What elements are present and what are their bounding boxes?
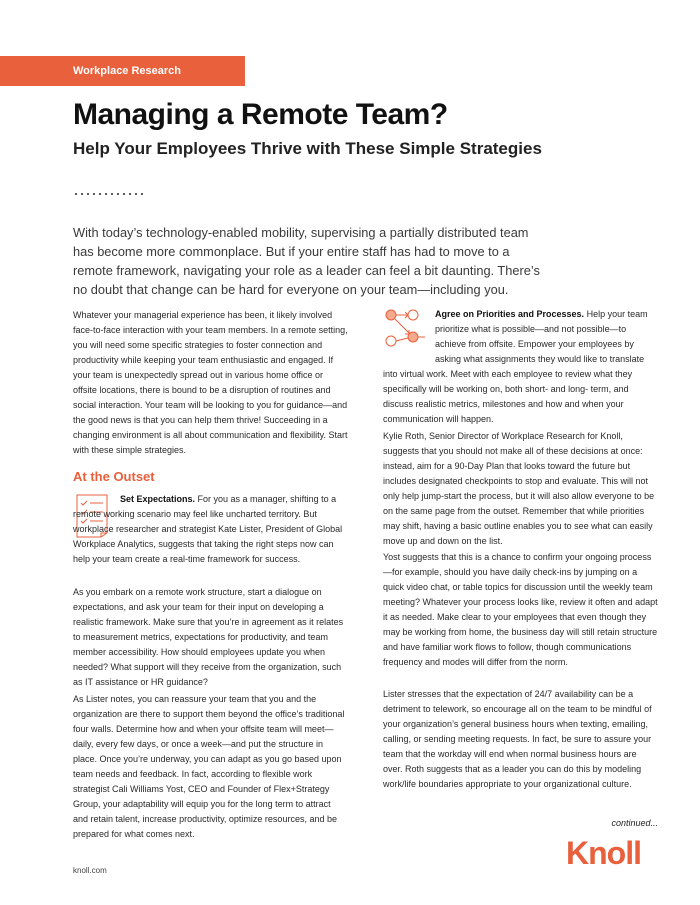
knoll-logo: Knoll <box>566 835 641 871</box>
intro-paragraph: With today’s technology-enabled mobility, supervising a partially distributed team has become more commonplace. But if your entire staff has had to move to a remote framework, navigating your role as a leader can feel a bit daunting. There’s no doubt that change can be hard for everyone on your team—including you. <box>73 225 540 297</box>
left-paragraph-1: Whatever your managerial experience has been, it likely involved face-to-face interaction with your team members. In a remote setting, you will need some specific strategies to foster connection and productivity while keeping your team enthusiastic and engaged. If your team is unexpectedly spread out in various home office or offsite locations, there is bound to be a disruption of routines and social interaction. Your team will be looking to you for guidance—and the good news is that you can help them thrive! Succeeding in a changing environment is all about communication and flexibility. Start with these simple strategies. <box>73 310 348 455</box>
left-paragraph-4: As Lister notes, you can reassure your team that you and the organization are there to support them beyond the office’s traditional four walls. Determine how and when your offsite team will meet—daily, every few days, or once a week—and put the structure in place. Once you’re underway, you can adapt as you go based upon team needs and feedback. In fact, according to flexible work strategist Cali Williams Yost, CEO and Founder of Flex+Strategy Group, your adaptability will equip you for the long term to attract and retain talent, increase productivity, optimize resources, and be prepared for what comes next. <box>73 694 345 839</box>
right-paragraph-4: Lister stresses that the expectation of 24/7 availability can be a detriment to telework, so encourage all on the team to be mindful of your organization’s general business hours when texting, emailing, calling, or sending meeting requests. In fact, be sure to assure your team that the workday will end when normal business hours are over. Roth suggests that as a leader you can do this by modeling work/life boundaries appropriate to your organizational culture. <box>383 689 652 789</box>
priorities-lead: Agree on Priorities and Processes. <box>435 309 585 319</box>
set-expectations-body: For you as a manager, shifting to a remote working scenario may feel like uncharted territory. But workplace researcher and strategist Kate Lister, President of Global Workplace Analytics, suggests that taking the right steps now can help your team create a real-time framework for success. <box>73 494 343 564</box>
footer-url: knoll.com <box>73 866 107 875</box>
category-label: Workplace Research <box>73 65 182 77</box>
priorities-body: Help your team prioritize what is possible—and not possible—to achieve from offsite. Empower your employees by asking what assignments they would like to translate into virtual work. Meet with each employee to review what they specifically will be working on, both short- and long- term, and discuss realistic metrics, milestones and how and when your communication will happen. <box>383 309 648 424</box>
left-paragraph-2 <box>73 492 348 567</box>
continued-label: continued... <box>611 818 658 828</box>
right-paragraph-1 <box>383 307 658 427</box>
category-banner <box>0 56 245 86</box>
set-expectations-lead: Set Expectations. <box>120 494 196 504</box>
right-paragraph-2: Kylie Roth, Senior Director of Workplace Research for Knoll, suggests that you should not make all of these decisions at once: instead, aim for a 90-Day Plan that looks toward the future but includes designated checkpoints to stop and evaluate. This will not only help jump-start the process, but it will also allow everyone to be on the same page from the outset. Remember that while priorities may shift, having a basic outline enables you to see what can easily move up and down on the list. <box>383 431 655 546</box>
dotted-divider <box>73 193 143 195</box>
page-title: Managing a Remote Team? <box>73 98 448 131</box>
left-paragraph-3: As you embark on a remote work structure, start a dialogue on expectations, and ask your team for their input on developing a realistic framework. Make sure that you’re in agreement as it relates to measurement metrics, expectations for productivity, and team member accessibility. How should employees update you when needed? What support will they receive from the organization, such as IT assistance or HR guidance? <box>73 587 344 687</box>
page-subtitle: Help Your Employees Thrive with These Simple Strategies <box>73 139 542 158</box>
right-paragraph-3: Yost suggests that this is a chance to confirm your ongoing process—for example, should you have daily check-ins by jumping on a quick video chat, or table topics for discussion until the weekly team meeting? Whatever your process looks like, review it often and adapt it as needed. Make clear to your employees that even though they may be working from home, the business day will still retain structure and have familiar work flows to follow, though communications frequency and modes will differ from the norm. <box>383 552 658 667</box>
section-heading: At the Outset <box>73 469 155 484</box>
